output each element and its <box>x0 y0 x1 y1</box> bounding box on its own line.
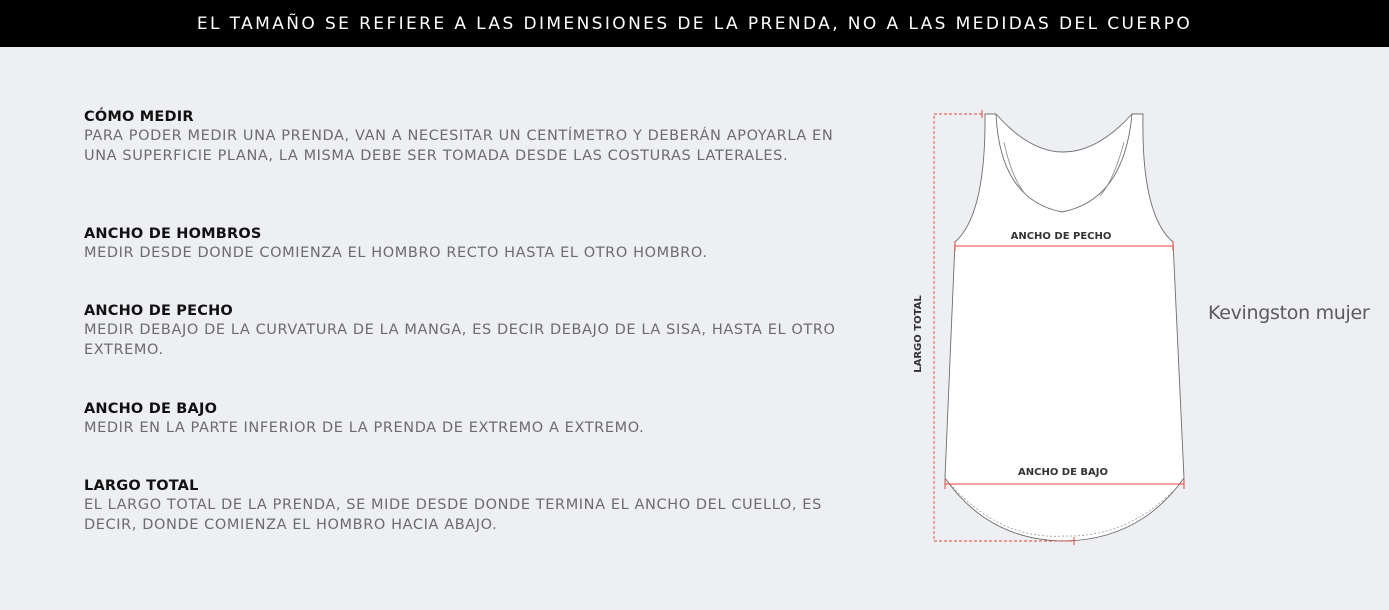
section-ancho-de-pecho <box>84 302 854 360</box>
section-title: ANCHO DE HOMBROS <box>84 226 262 242</box>
length-label: LARGO TOTAL <box>913 295 924 373</box>
section-text: EL LARGO TOTAL DE LA PRENDA, SE MIDE DESDE DONDE TERMINA EL ANCHO DEL CUELLO, ES DECIR, DONDE COMIENZA EL HOMBRO HACIA ABAJO. <box>84 497 822 533</box>
hem-label: ANCHO DE BAJO <box>1018 467 1108 478</box>
tank-top-diagram <box>900 100 1200 550</box>
chest-label: ANCHO DE PECHO <box>1010 231 1112 242</box>
section-como-medir <box>84 108 854 166</box>
section-ancho-de-bajo <box>84 400 854 439</box>
section-text: PARA PODER MEDIR UNA PRENDA, VAN A NECESITAR UN CENTÍMETRO Y DEBERÁN APOYARLA EN UNA SUPERFICIE PLANA, LA MISMA DEBE SER TOMADA DESDE LAS COSTURAS LATERALES. <box>84 128 834 164</box>
size-notice-banner: EL TAMAÑO SE REFIERE A LAS DIMENSIONES DE LA PRENDA, NO A LAS MEDIDAS DEL CUERPO <box>0 0 1389 47</box>
section-title: LARGO TOTAL <box>84 478 199 494</box>
section-ancho-de-hombros <box>84 225 854 264</box>
section-title: CÓMO MEDIR <box>84 109 194 125</box>
section-largo-total <box>84 477 854 535</box>
section-text: MEDIR EN LA PARTE INFERIOR DE LA PRENDA DE EXTREMO A EXTREMO. <box>84 420 645 436</box>
section-title: ANCHO DE PECHO <box>84 303 233 319</box>
brand-name: Kevingston mujer <box>1208 302 1370 324</box>
section-title: ANCHO DE BAJO <box>84 401 218 417</box>
section-text: MEDIR DESDE DONDE COMIENZA EL HOMBRO RECTO HASTA EL OTRO HOMBRO. <box>84 245 708 261</box>
section-text: MEDIR DEBAJO DE LA CURVATURA DE LA MANGA, ES DECIR DEBAJO DE LA SISA, HASTA EL OTRO EXTREMO. <box>84 322 836 358</box>
